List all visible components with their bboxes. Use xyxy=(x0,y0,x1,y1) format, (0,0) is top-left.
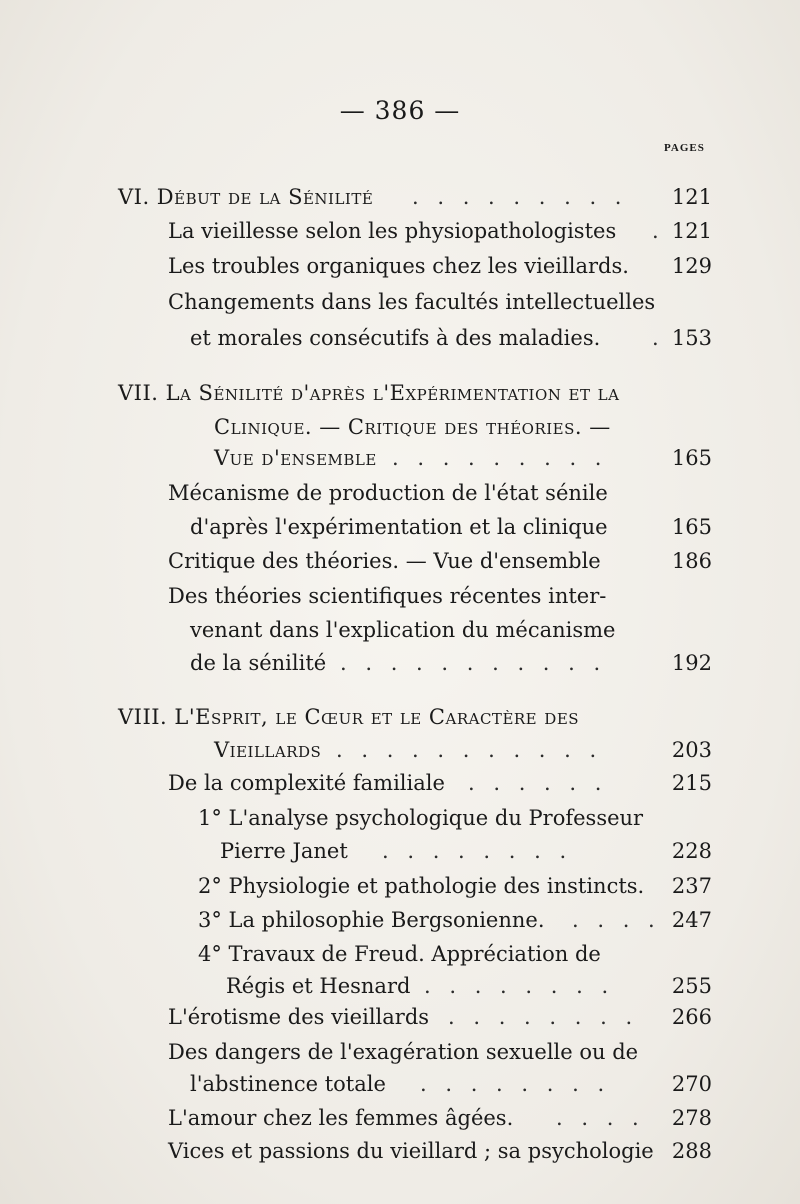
toc-text: La vieillesse selon les physiopathologistes xyxy=(168,219,617,243)
toc-page: 237 xyxy=(671,874,712,898)
toc-page: 186 xyxy=(671,549,712,573)
toc-page: 266 xyxy=(671,1005,712,1029)
toc-text: venant dans l'explication du mécanisme xyxy=(190,618,616,642)
toc-entry xyxy=(0,834,800,868)
toc-text: de la sénilité xyxy=(190,651,327,675)
toc-text: De la complexité familiale xyxy=(168,771,445,795)
toc-dots: . xyxy=(652,219,665,243)
toc-dots: . . . . . . . . xyxy=(382,839,573,863)
toc-entry xyxy=(0,376,800,410)
toc-dots: . xyxy=(652,326,665,350)
toc-entry xyxy=(0,510,800,544)
pages-column-header: PAGES xyxy=(664,142,705,154)
toc-text: Pierre Janet xyxy=(220,839,348,863)
toc-page: 121 xyxy=(671,219,712,243)
toc-text: L'érotisme des vieillards xyxy=(168,1005,430,1029)
toc-text: Les troubles organiques chez les vieillards. xyxy=(168,254,629,278)
toc-page: 288 xyxy=(671,1139,712,1163)
toc-page: 270 xyxy=(671,1072,712,1096)
toc-entry xyxy=(0,903,800,937)
toc-entry xyxy=(0,476,800,510)
toc-entry xyxy=(0,869,800,903)
toc-text: Critique des théories. — Vue d'ensemble xyxy=(168,549,601,573)
toc-entry xyxy=(0,1101,800,1135)
toc-entry xyxy=(0,1035,800,1069)
toc-dots: . . . . . . . . . xyxy=(412,185,628,209)
toc-entry xyxy=(0,613,800,647)
toc-page: 153 xyxy=(671,326,712,350)
toc-entry xyxy=(0,1000,800,1034)
toc-dots: . . . . xyxy=(556,1106,645,1130)
toc-entry xyxy=(0,249,800,283)
toc-entry xyxy=(0,969,800,1003)
toc-page: 192 xyxy=(671,651,712,675)
toc-page: 255 xyxy=(671,974,712,998)
toc-text: l'abstinence totale xyxy=(190,1072,386,1096)
toc-text: Vices et passions du vieillard ; sa psychologie xyxy=(168,1139,654,1163)
toc-dots: . . . . . . . . . xyxy=(392,446,608,470)
toc-dots: . . . . . . . . xyxy=(448,1005,639,1029)
toc-entry xyxy=(0,214,800,248)
toc-entry xyxy=(0,180,800,214)
toc-page: 129 xyxy=(671,254,712,278)
toc-entry xyxy=(0,285,800,319)
toc-text: Mécanisme de production de l'état sénile xyxy=(168,481,608,505)
toc-text: L'amour chez les femmes âgées. xyxy=(168,1106,514,1130)
toc-text: VIII. L'Esprit, le Cœur et le Caractère des xyxy=(118,705,580,729)
toc-entry xyxy=(0,410,800,444)
toc-page: 203 xyxy=(671,738,712,762)
toc-dots: . . . . . . . . . . . xyxy=(336,738,603,762)
toc-page: 247 xyxy=(671,908,712,932)
page-number: — 386 — xyxy=(339,96,461,125)
toc-page: 278 xyxy=(671,1106,712,1130)
toc-text: 4° Travaux de Freud. Appréciation de xyxy=(198,942,601,966)
toc-entry xyxy=(0,1067,800,1101)
toc-page: 165 xyxy=(671,446,712,470)
toc-page: 165 xyxy=(671,515,712,539)
toc-dots: . . . . . . . . . . . xyxy=(340,651,607,675)
toc-page: 228 xyxy=(671,839,712,863)
toc-dots: . . . . . . . . xyxy=(420,1072,611,1096)
toc-text: Des théories scientifiques récentes inter- xyxy=(168,584,607,608)
toc-entry xyxy=(0,766,800,800)
toc-text: Vue d'ensemble xyxy=(214,446,377,470)
toc-entry xyxy=(0,700,800,734)
toc-text: VI. Début de la Sénilité xyxy=(118,185,374,209)
toc-entry xyxy=(0,801,800,835)
toc-page: 121 xyxy=(671,185,712,209)
toc-text: Des dangers de l'exagération sexuelle ou de xyxy=(168,1040,639,1064)
toc-entry xyxy=(0,646,800,680)
toc-text: Changements dans les facultés intellectuelles xyxy=(168,290,656,314)
toc-text: 3° La philosophie Bergsonienne. xyxy=(198,908,545,932)
toc-text: 1° L'analyse psychologique du Professeur xyxy=(198,806,644,830)
toc-text: VII. La Sénilité d'après l'Expérimentation et la xyxy=(118,381,620,405)
toc-entry xyxy=(0,733,800,767)
toc-text: Clinique. — Critique des théories. — xyxy=(214,415,611,439)
toc-text: d'après l'expérimentation et la clinique xyxy=(190,515,608,539)
toc-entry xyxy=(0,579,800,613)
toc-entry xyxy=(0,1134,800,1168)
toc-text: Régis et Hesnard xyxy=(226,974,411,998)
toc-entry xyxy=(0,321,800,355)
toc-entry xyxy=(0,937,800,971)
toc-entry xyxy=(0,544,800,578)
toc-dots: . . . . . . xyxy=(468,771,608,795)
toc-dots: . . . . . . . . xyxy=(424,974,615,998)
toc-page: 215 xyxy=(671,771,712,795)
toc-text: et morales consécutifs à des maladies. xyxy=(190,326,601,350)
toc-text: 2° Physiologie et pathologie des instincts. xyxy=(198,874,645,898)
toc-entry xyxy=(0,441,800,475)
toc-text: Vieillards xyxy=(214,738,322,762)
toc-dots: . . . . xyxy=(572,908,661,932)
